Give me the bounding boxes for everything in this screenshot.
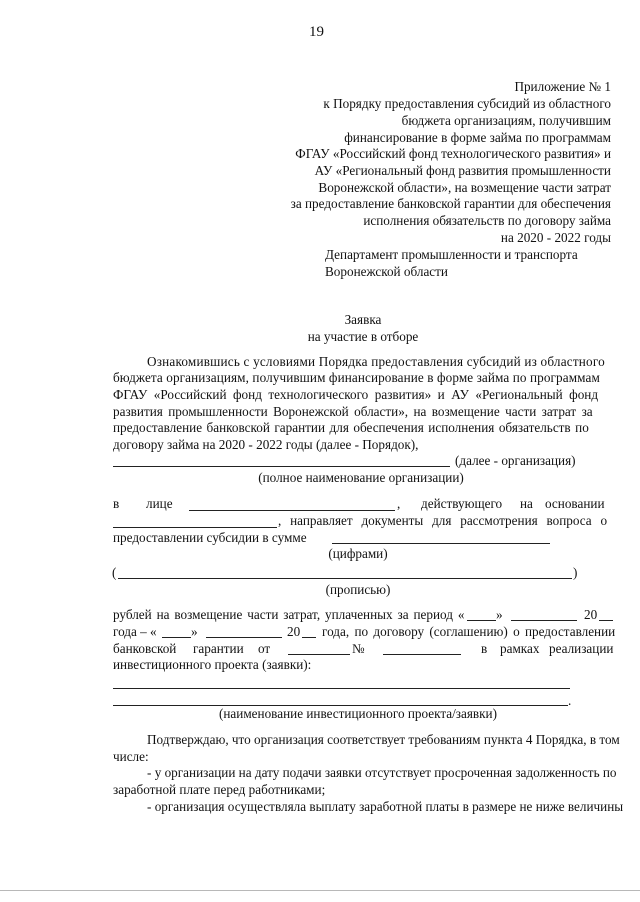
appendix-line: ФГАУ «Российский фонд технологического развития» и [295,146,611,161]
period-day-to[interactable] [162,637,191,638]
period-text: гарантии [193,641,244,656]
guarantee-date-field[interactable] [288,654,350,655]
period-text: » [496,607,503,622]
appendix-line: Приложение № 1 [514,79,611,94]
face-comma: , [397,496,401,511]
project-name-field[interactable] [113,688,570,689]
intro-line: предоставление банковской гарантии для обеспечения исполнения обязательств по [113,420,589,435]
period-text: 20 [584,607,598,622]
appendix-line: Воронежской области», на возмещение части затрат [318,180,611,195]
period-text: реализации [549,641,614,656]
appendix-line: к Порядку предоставления субсидий из областного [323,96,611,111]
intro-line: бюджета организациям, получившим финансирование в форме займа по программам [113,370,600,385]
page-edge-rule [0,890,640,891]
basis-field[interactable] [113,527,277,528]
period-text: рублей на возмещение части затрат, уплаченных за период « [113,607,465,622]
period-text: » [191,624,198,639]
sends-text: , направляет документы для рассмотрения вопроса о [278,513,608,528]
period-text: 20 [287,624,301,639]
project-dot: . [568,693,572,708]
period-month-from[interactable] [511,620,577,621]
paren-close: ) [573,565,578,580]
face-lice: лице [146,496,173,511]
period-text: банковской [113,641,177,656]
guarantee-number-field[interactable] [383,654,461,655]
face-acting: действующего [421,496,503,511]
period-month-to[interactable] [206,637,282,638]
intro-line: ФГАУ «Российский фонд технологического развития» и АУ «Региональный фонд [113,387,599,402]
confirm-line: - у организации на дату подачи заявки отсутствует просроченная задолженность по [147,765,617,780]
face-v: в [113,496,120,511]
page-number: 19 [309,24,324,40]
confirm-line: Подтверждаю, что организация соответствует требованиям пункта 4 Порядка, в том [147,732,620,747]
period-text: рамках [500,641,540,656]
appendix-line: за предоставление банковской гарантии для обеспечения [290,196,611,211]
appendix-line: финансирование в форме займа по программам [344,130,611,145]
representative-field[interactable] [189,510,395,511]
amount-words-field[interactable] [118,578,572,579]
confirm-line: заработной плате перед работниками; [113,782,326,797]
appendix-line: на 2020 - 2022 годы [500,230,611,245]
org-name-field[interactable] [113,466,450,467]
appendix-line: бюджета организациям, получившим [401,113,611,128]
period-day-from[interactable] [467,620,496,621]
document-title: Заявка [344,312,382,327]
period-text: в [481,641,488,656]
addressee-line: Воронежской области [325,264,448,279]
document-subtitle: на участие в отборе [307,329,419,344]
intro-line: развития промышленности Воронежской области», на возмещение части затрат за [113,404,593,419]
appendix-line: АУ «Региональный фонд развития промышленности [314,163,611,178]
confirm-line: числе: [113,749,149,764]
paren-open: ( [112,565,117,580]
period-text: года, по договору (соглашению) о предоставлении [322,624,616,639]
subsidy-label: предоставлении субсидии в сумме [113,530,307,545]
period-text: № [352,641,365,656]
appendix-line: исполнения обязательств по договору займа [363,213,611,228]
addressee-line: Департамент промышленности и транспорта [325,247,578,262]
face-basis: основании [545,496,605,511]
org-suffix: (далее - организация) [455,453,576,468]
intro-line: договору займа на 2020 - 2022 годы (далее - Порядок), [113,437,419,452]
period-text: инвестиционного проекта (заявки): [113,657,312,672]
amount-digits-field[interactable] [332,543,550,544]
period-text: года – « [113,624,157,639]
period-year-from[interactable] [599,620,613,621]
intro-line: Ознакомившись с условиями Порядка предоставления субсидий из областного [147,354,605,369]
confirm-line: - организация осуществляла выплату заработной платы в размере не ниже величины [147,799,624,814]
words-caption: (прописью) [325,582,391,597]
project-caption: (наименование инвестиционного проекта/заявки) [218,706,498,721]
digits-caption: (цифрами) [328,546,388,561]
period-year-to[interactable] [302,637,316,638]
face-na: на [520,496,533,511]
org-caption: (полное наименование организации) [258,470,464,485]
period-text: от [258,641,271,656]
